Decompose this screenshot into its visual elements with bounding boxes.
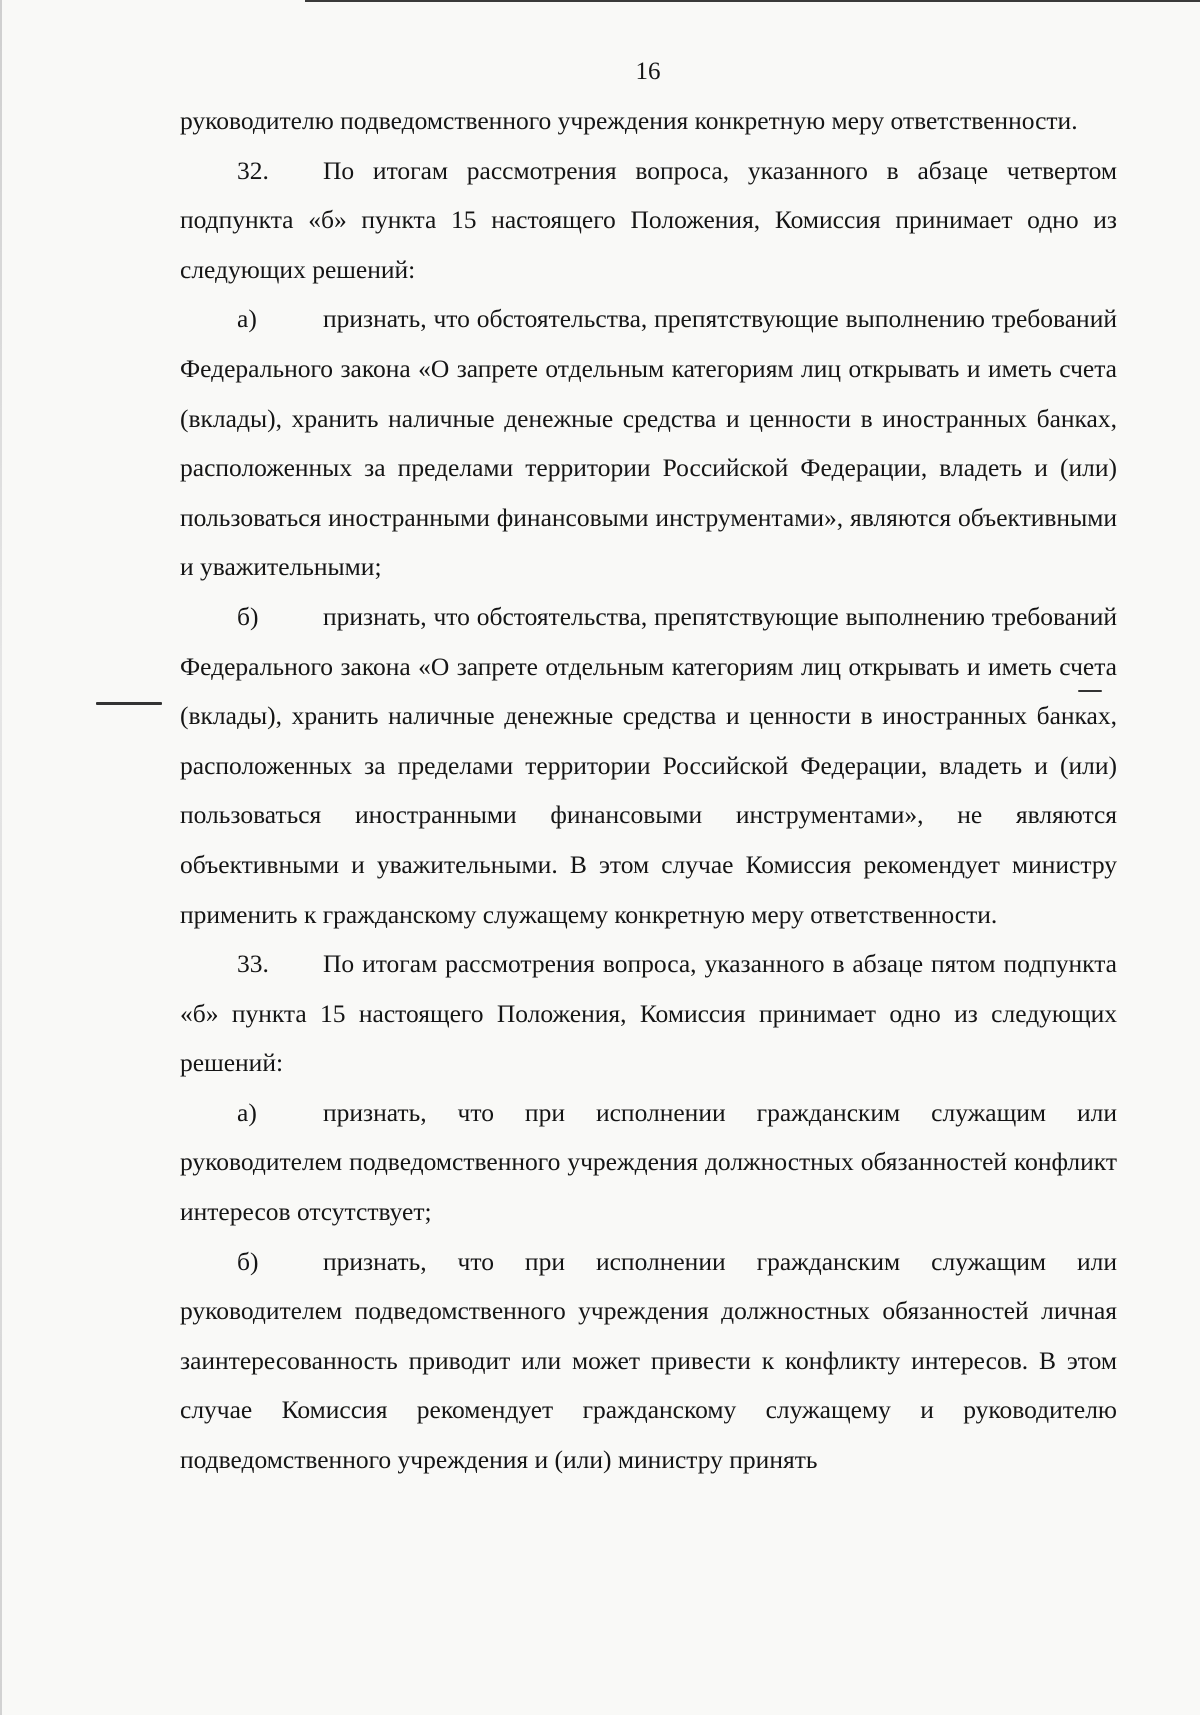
item-marker: б) — [237, 1246, 259, 1276]
paragraph-text: признать, что обстоятельства, препятствующие выполнению требований Федерального закона «О запрете отдельным категориям лиц открывать и иметь счета (вклады), хранить наличные денежные средства и ценности в иностранных банках, расположенных за пределами территории Российской Федерации, владеть и (или) пользоваться иностранными финансовыми инструментами», не являются объективными и уважительными. В этом случае Комиссия рекомендует министру применить к гражданскому служащему конкретную меру ответственности. — [180, 601, 1117, 929]
page-number: 16 — [635, 58, 661, 85]
paragraph-continuation — [180, 96, 1117, 146]
paragraph-text: признать, что обстоятельства, препятствующие выполнению требований Федерального закона «О запрете отдельным категориям лиц открывать и иметь счета (вклады), хранить наличные денежные средства и ценности в иностранных банках, расположенных за пределами территории Российской Федерации, владеть и (или) пользоваться иностранными финансовыми инструментами», являются объективными и уважительными; — [180, 304, 1117, 582]
scan-left-edge — [0, 0, 2, 1715]
paragraph-item-33 — [180, 939, 1117, 1088]
paragraph-subitem-b — [180, 592, 1117, 939]
paragraph-text: По итогам рассмотрения вопроса, указанного в абзаце четвертом подпункта «б» пункта 15 настоящего Положения, Комиссия принимает одно из следующих решений: — [180, 155, 1117, 284]
paragraph-subitem-a — [180, 1088, 1117, 1237]
item-marker: б) — [237, 601, 259, 631]
paragraph-text: По итогам рассмотрения вопроса, указанного в абзаце пятом подпункта «б» пункта 15 настоящего Положения, Комиссия принимает одно из следующих решений: — [180, 949, 1117, 1078]
paragraph-text: признать, что при исполнении гражданским служащим или руководителем подведомственного учреждения должностных обязанностей конфликт интересов отсутствует; — [180, 1097, 1117, 1227]
item-marker: 32. — [237, 155, 269, 185]
item-marker: а) — [237, 1097, 257, 1127]
scan-top-border — [305, 0, 1200, 2]
paragraph-subitem-a — [180, 294, 1117, 592]
paragraph-text: руководителю подведомственного учреждения конкретную меру ответственности. — [180, 106, 1078, 135]
item-marker: 33. — [237, 949, 269, 979]
item-marker: а) — [237, 304, 257, 334]
paragraph-item-32 — [180, 146, 1117, 295]
document-body — [180, 96, 1117, 1485]
paragraph-text: признать, что при исполнении гражданским служащим или руководителем подведомственного учреждения должностных обязанностей личная заинтересованность приводит или может привести к конфликту интересов. В этом случае Комиссия рекомендует гражданскому служащему и руководителю подведомственного учреждения и (или) министру принять — [180, 1246, 1117, 1475]
scan-artifact-mark — [96, 702, 162, 705]
paragraph-subitem-b — [180, 1237, 1117, 1485]
